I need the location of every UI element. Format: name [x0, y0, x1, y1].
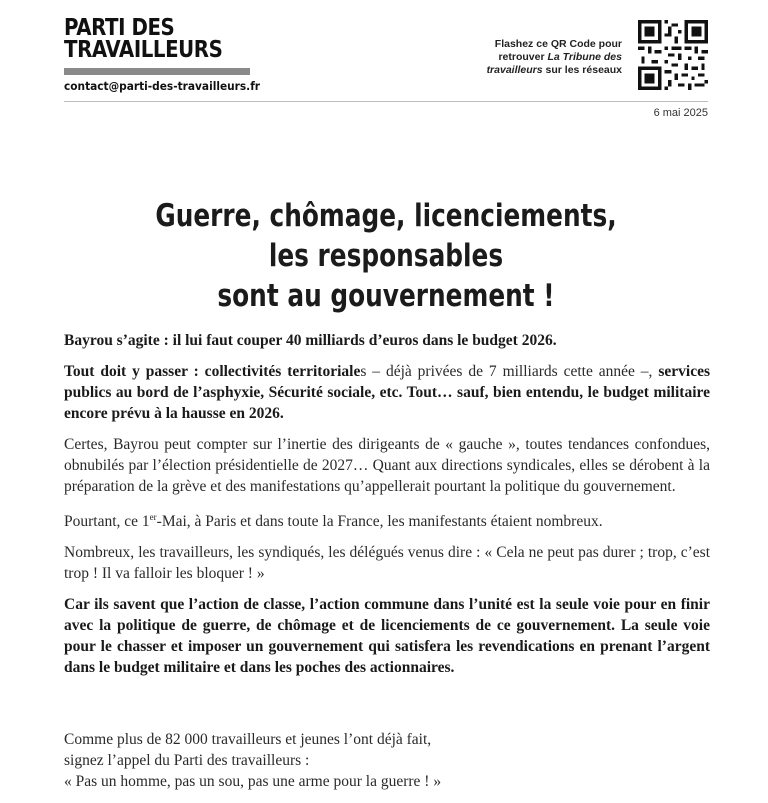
paragraph-4 [64, 507, 710, 532]
qr-caption-line-2: retrouver [498, 51, 545, 63]
paragraph-4-sup: er [149, 512, 157, 522]
paragraph-4-a: Pourtant, ce 1 [64, 513, 150, 531]
call-to-sign [64, 729, 710, 792]
headline-line-1: Guerre, chômage, licenciements, [155, 198, 617, 234]
paragraph-6: Car ils savent que l’action de classe, l’action commune dans l’unité est la seule voie pour en finir avec la politique de guerre, de chômage et de licenciements de ce gouvernement. La seule voie pour le chasser et imposer un gouvernement qui satisfera les revendications en prenant l’argent dans le budget militaire et dans les poches des actionnaires. [64, 596, 710, 677]
paragraph-1: Bayrou s’agite : il lui faut couper 40 milliards d’euros dans le budget 2026. [64, 332, 557, 349]
header-divider [64, 101, 708, 102]
paragraph-2 [64, 361, 710, 424]
call-line-3: « Pas un homme, pas un sou, pas une arme pour la guerre ! » [64, 773, 442, 790]
qr-caption-line-3: sur les réseaux [545, 64, 622, 76]
paragraph-5: Nombreux, les travailleurs, les syndiqués, les délégués venus dire : « Cela ne peut pas durer ; trop, c’est trop ! Il va falloir les bloquer ! » [64, 544, 710, 583]
paragraph-2-bold-b: services publics au bord de l’asphyxie, Sécurité sociale, etc. Tout… sauf, bien entendu, le budget militaire encore prévu à la hausse en 2026. [64, 363, 710, 422]
headline-line-2: les responsables [268, 238, 504, 274]
qr-caption-italic: La Tribune des [547, 51, 622, 63]
paragraph-2-normal: s – déjà privées de 7 milliards cette année –, [360, 363, 659, 380]
article-body [64, 330, 710, 688]
call-line-1: Comme plus de 82 000 travailleurs et jeunes l’ont déjà fait, [64, 731, 432, 748]
headline-line-3: sont au gouvernement ! [217, 278, 555, 314]
call-line-2: signez l’appel du Parti des travailleurs : [64, 752, 310, 769]
qr-code-icon[interactable] [638, 20, 708, 90]
publication-date: 6 mai 2025 [653, 107, 708, 119]
logo-underline-bar [64, 68, 250, 75]
paragraph-3: Certes, Bayrou peut compter sur l’inertie des dirigeants de « gauche », toutes tendances confondues, obnubilés par l’élection présidentielle de 2027… Quant aux directions syndicales, elles se dérobent à la préparation de la grève et des manifestations qu’appellerait pourtant la politique du gouvernement. [64, 436, 710, 495]
logo-line-1: PARTI DES [64, 15, 175, 41]
contact-email[interactable]: contact@parti-des-travailleurs.fr [64, 79, 261, 93]
headline [128, 196, 643, 316]
paragraph-2-bold-a: Tout doit y passer : collectivités territoriale [64, 363, 361, 380]
qr-caption [432, 38, 622, 77]
party-logo [64, 17, 248, 61]
paragraph-4-b: -Mai, à Paris et dans toute la France, les manifestants étaient nombreux. [156, 513, 603, 531]
qr-caption-italic-2: travailleurs [486, 64, 543, 76]
logo-line-2: TRAVAILLEURS [64, 37, 223, 63]
qr-caption-line-1: Flashez ce QR Code pour [494, 38, 622, 50]
